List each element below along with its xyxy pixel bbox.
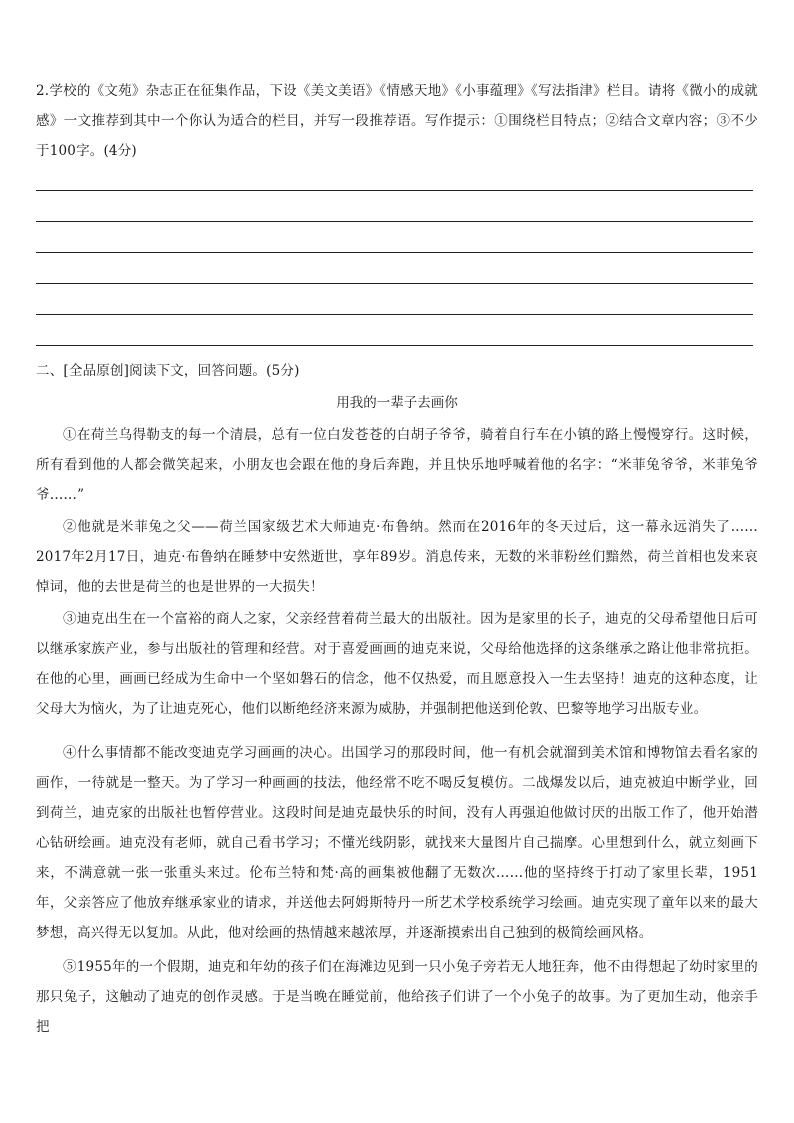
answer-line[interactable]	[36, 314, 753, 315]
article-title: 用我的一辈子去画你	[336, 395, 458, 411]
article-paragraph-5: ⑤1955年的一个假期，迪克和年幼的孩子们在海滩边见到一只小兔子旁若无人地狂奔，他不由得想起了幼时家里的那只兔子，这触动了迪克的创作灵感。于是当晚在睡觉前，他给孩子们讲了一个小兔子的故事。为了更加生动，他亲手把	[36, 959, 758, 1035]
answer-line[interactable]	[36, 345, 753, 346]
answer-line[interactable]	[36, 283, 753, 284]
answer-line[interactable]	[36, 190, 753, 191]
answer-line[interactable]	[36, 221, 753, 222]
article-paragraph-3: ③迪克出生在一个富裕的商人之家，父亲经营着荷兰最大的出版社。因为是家里的长子，迪克的父母希望他日后可以继承家族产业，参与出版社的管理和经营。对于喜爱画画的迪克来说，父母给他选择的这条继承之路让他非常抗拒。在他的心里，画画已经成为生命中一个坚如磐石的信念，他不仅热爱，而且愿意投入一生去坚持！迪克的这种态度，让父母大为恼火，为了让迪克死心，他们以断绝经济来源为威胁，并强制把他送到伦敦、巴黎等地学习出版专业。	[36, 611, 758, 717]
answer-line[interactable]	[36, 252, 753, 253]
article-paragraph-2: ②他就是米菲兔之父——荷兰国家级艺术大师迪克·布鲁纳。然而在2016年的冬天过后，这一幕永远消失了……2017年2月17日，迪克·布鲁纳在睡梦中安然逝世，享年89岁。消息传来，无数的米菲粉丝们黯然，荷兰首相也发来哀悼词，他的去世是荷兰的也是世界的一大损失！	[36, 519, 758, 595]
article-paragraph-4: ④什么事情都不能改变迪克学习画画的决心。出国学习的那段时间，他一有机会就溜到美术馆和博物馆去看名家的画作，一待就是一整天。为了学习一种画画的技法，他经常不吃不喝反复模仿。二战爆发以后，迪克被迫中断学业，回到荷兰，迪克家的出版社也暂停营业。这段时间是迪克最快乐的时间，没有人再强迫他做讨厌的出版工作了，他开始潜心钻研绘画。迪克没有老师，就自己看书学习；不懂光线阴影，就找来大量图片自己揣摩。心里想到什么，就立刻画下来，不满意就一张一张重头来过。伦布兰特和梵·高的画集被他翻了无数次……他的坚持终于打动了家里长辈，1951年，父亲答应了他放弃继承家业的请求，并送他去阿姆斯特丹一所艺术学校系统学习绘画。迪克实现了童年以来的最大梦想，高兴得无以复加。从此，他对绘画的热情越来越浓厚，并逐渐摸索出自己独到的极简绘画风格。	[36, 745, 758, 941]
section-2-heading: 二、[全品原创]阅读下文，回答问题。(5分)	[36, 363, 300, 379]
article-paragraph-1: ①在荷兰乌得勒支的每一个清晨，总有一位白发苍苍的白胡子爷爷，骑着自行车在小镇的路上慢慢穿行。这时候，所有看到他的人都会微笑起来，小朋友也会跟在他的身后奔跑，并且快乐地呼喊着他的名字：“米菲兔爷爷，米菲兔爷爷……”	[36, 427, 758, 503]
question-2-prompt: 2.学校的《文苑》杂志正在征集作品，下设《美文美语》《情感天地》《小事蕴理》《写法指津》栏目。请将《微小的成就感》一文推荐到其中一个你认为适合的栏目，并写一段推荐语。写作提示：①围绕栏目特点；②结合文章内容；③不少于100字。(4分)	[36, 83, 758, 159]
